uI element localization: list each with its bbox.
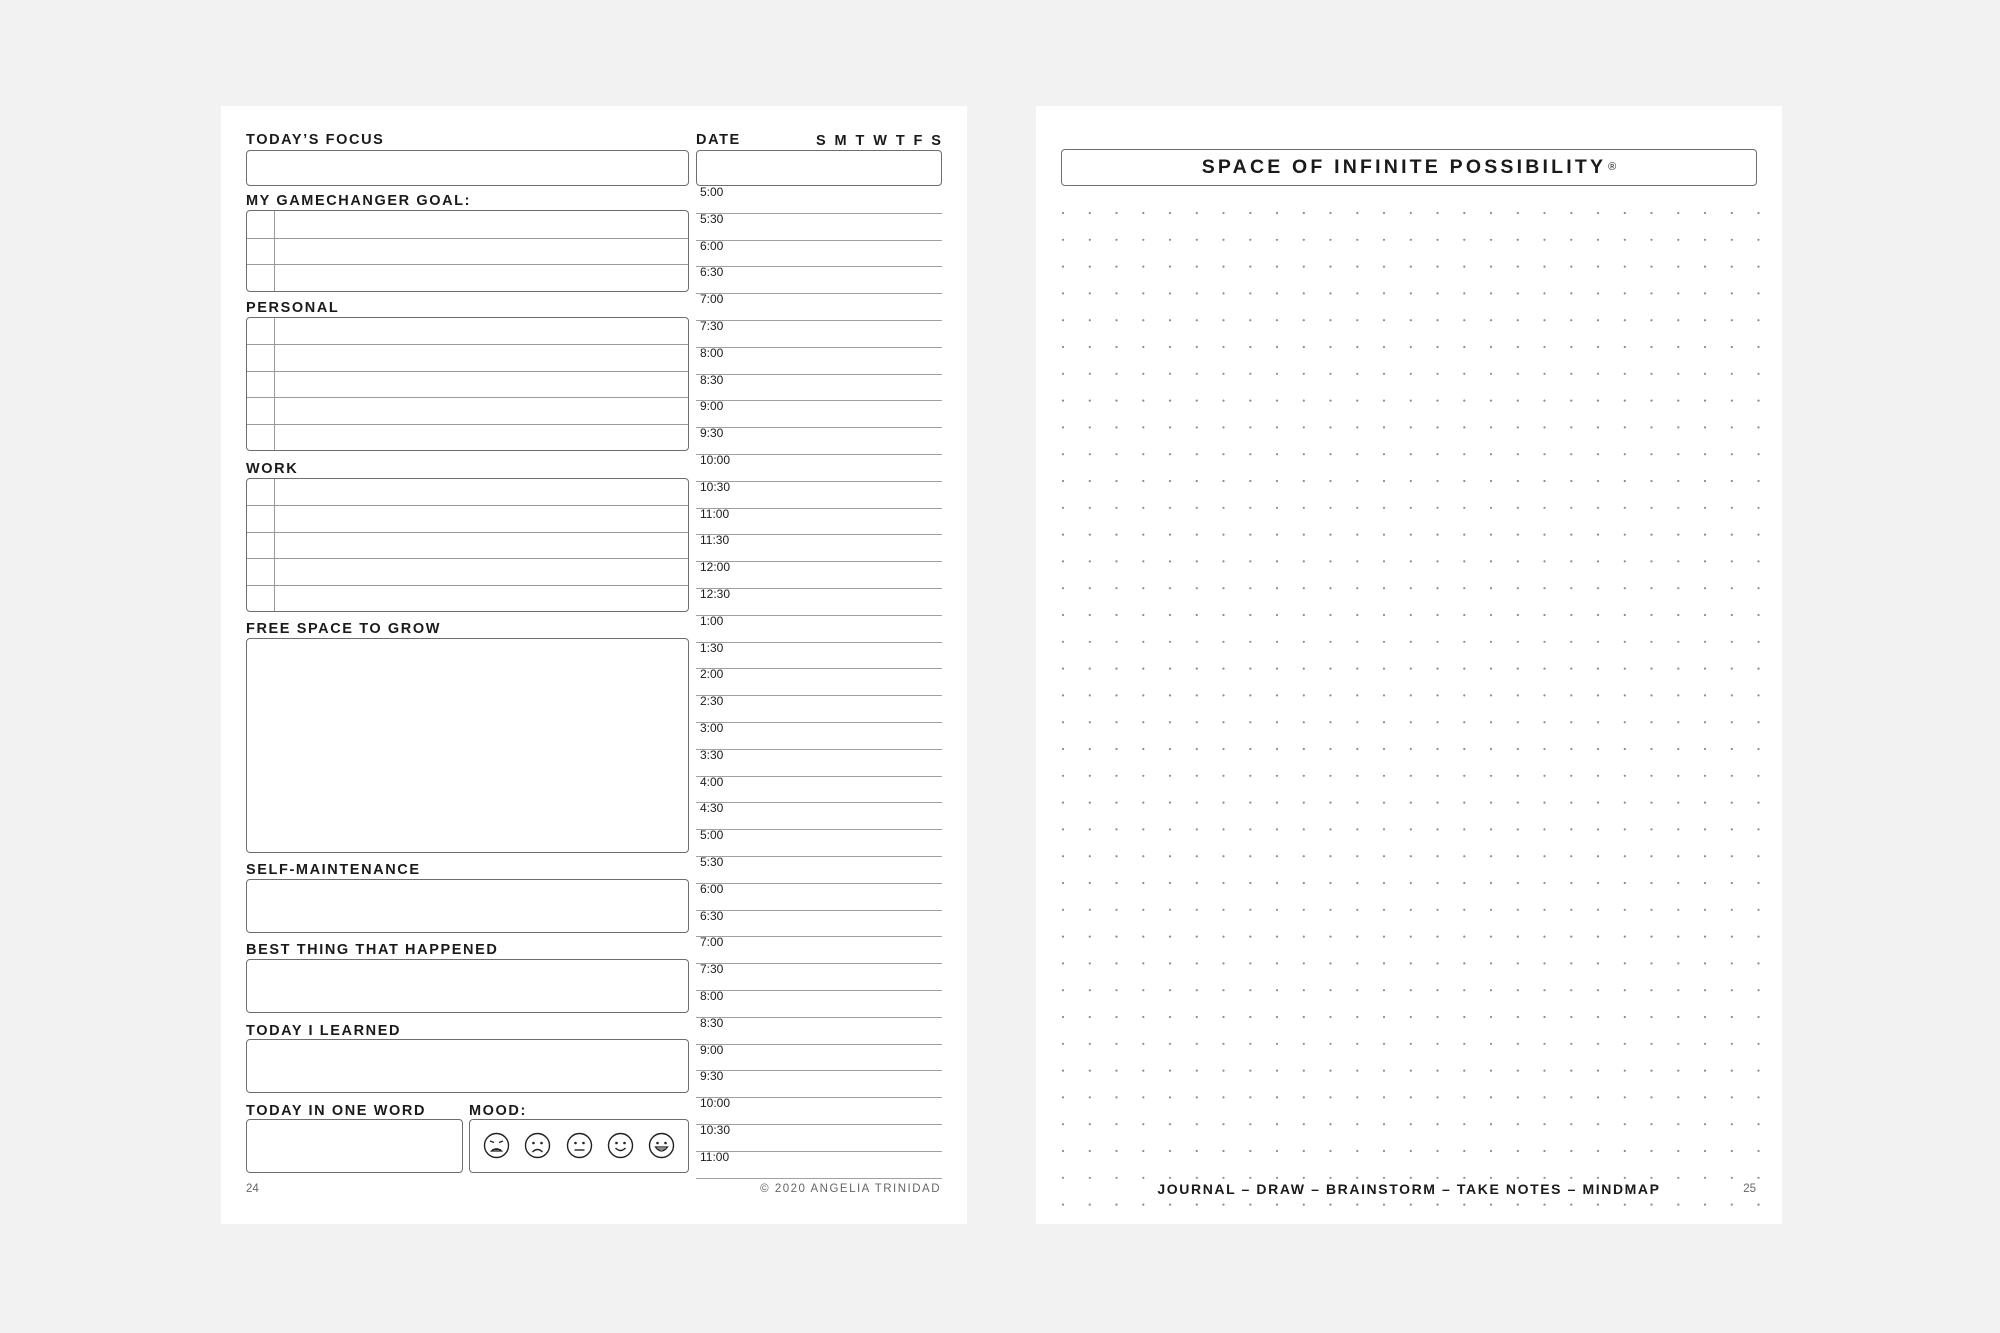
time-label: 1:30 bbox=[700, 640, 724, 655]
time-label: 11:00 bbox=[700, 506, 730, 521]
time-slot[interactable] bbox=[696, 347, 942, 375]
time-slot[interactable] bbox=[696, 642, 942, 670]
date-label: DATE bbox=[696, 132, 741, 148]
personal-label: PERSONAL bbox=[246, 300, 340, 316]
time-slot[interactable] bbox=[696, 186, 942, 214]
weekday-6[interactable]: S bbox=[931, 133, 941, 149]
page-title: SPACE OF INFINITE POSSIBILITY bbox=[1201, 156, 1607, 178]
planner-left-page bbox=[221, 106, 967, 1224]
time-label: 12:30 bbox=[700, 587, 731, 601]
work-label: WORK bbox=[246, 461, 299, 477]
time-label: 7:00 bbox=[700, 292, 724, 307]
ruled-line bbox=[247, 532, 688, 533]
ruled-line bbox=[247, 397, 688, 398]
time-label: 8:00 bbox=[700, 345, 724, 360]
time-label: 6:30 bbox=[700, 908, 724, 923]
checkbox-column-line bbox=[274, 211, 275, 291]
todays-focus-label: TODAY’S FOCUS bbox=[246, 132, 385, 148]
ruled-line bbox=[247, 424, 688, 425]
time-slot[interactable] bbox=[696, 454, 942, 482]
free-space-area[interactable] bbox=[246, 638, 689, 853]
ruled-line bbox=[247, 585, 688, 586]
one-word-label: TODAY IN ONE WORD bbox=[246, 1103, 427, 1119]
time-label: 6:30 bbox=[700, 265, 724, 280]
tired-face-icon[interactable] bbox=[483, 1132, 510, 1164]
time-slot[interactable] bbox=[696, 481, 942, 509]
time-slot[interactable] bbox=[696, 776, 942, 804]
time-slot[interactable] bbox=[696, 374, 942, 402]
time-slot[interactable] bbox=[696, 213, 942, 241]
time-label: 5:00 bbox=[700, 185, 724, 199]
self-maintenance-field[interactable] bbox=[246, 879, 689, 933]
smile-face-icon[interactable] bbox=[607, 1132, 634, 1164]
time-slot[interactable] bbox=[696, 240, 942, 268]
time-label: 5:30 bbox=[700, 211, 724, 226]
one-word-field[interactable] bbox=[246, 1119, 463, 1173]
time-label: 9:00 bbox=[700, 399, 724, 414]
ruled-line bbox=[247, 558, 688, 559]
page-number: 25 bbox=[1743, 1183, 1756, 1195]
checkbox-column-line bbox=[274, 318, 275, 450]
gamechanger-goal-label: MY GAMECHANGER GOAL: bbox=[246, 193, 472, 209]
time-label: 2:30 bbox=[700, 694, 724, 709]
time-slot[interactable] bbox=[696, 668, 942, 696]
time-label: 12:00 bbox=[700, 560, 731, 575]
registered-mark: ® bbox=[1608, 160, 1617, 173]
time-label: 7:30 bbox=[700, 962, 724, 977]
time-slot[interactable] bbox=[696, 320, 942, 348]
weekday-2[interactable]: T bbox=[855, 133, 865, 149]
time-label: 11:00 bbox=[700, 1149, 730, 1164]
time-slot[interactable] bbox=[696, 293, 942, 321]
time-label: 3:30 bbox=[700, 747, 724, 762]
time-label: 8:30 bbox=[700, 1015, 724, 1030]
time-slot[interactable] bbox=[696, 534, 942, 562]
time-slot[interactable] bbox=[696, 1044, 942, 1072]
tagline: JOURNAL – DRAW – BRAINSTORM – TAKE NOTES – MINDMAP bbox=[1157, 1181, 1661, 1197]
time-slot[interactable] bbox=[696, 963, 942, 991]
self-maintenance-label: SELF-MAINTENANCE bbox=[246, 862, 421, 878]
time-label: 5:30 bbox=[700, 855, 724, 869]
mood-options bbox=[483, 1132, 675, 1164]
weekday-4[interactable]: T bbox=[895, 133, 905, 149]
time-slot[interactable] bbox=[696, 615, 942, 643]
time-label: 10:00 bbox=[700, 1096, 731, 1111]
time-slot[interactable] bbox=[696, 802, 942, 830]
time-slot[interactable] bbox=[696, 695, 942, 723]
time-slot[interactable] bbox=[696, 749, 942, 777]
time-label: 3:00 bbox=[700, 721, 724, 735]
ruled-line bbox=[247, 238, 688, 239]
time-label: 9:30 bbox=[700, 426, 724, 441]
ruled-line bbox=[247, 344, 688, 345]
time-label: 6:00 bbox=[700, 238, 724, 253]
time-label: 9:00 bbox=[700, 1042, 724, 1057]
today-learned-field[interactable] bbox=[246, 1039, 689, 1093]
time-label: 6:00 bbox=[700, 881, 724, 896]
dot-grid-area[interactable] bbox=[1061, 209, 1761, 1209]
today-learned-label: TODAY I LEARNED bbox=[246, 1023, 402, 1039]
page-number: 24 bbox=[246, 1183, 259, 1195]
weekday-1[interactable]: M bbox=[834, 133, 847, 149]
time-slot[interactable] bbox=[696, 400, 942, 428]
page-title-box bbox=[1061, 149, 1757, 186]
ruled-line bbox=[247, 505, 688, 506]
time-slot[interactable] bbox=[696, 1017, 942, 1045]
time-slot[interactable] bbox=[696, 1097, 942, 1125]
weekday-selector bbox=[816, 133, 941, 149]
time-slot[interactable] bbox=[696, 910, 942, 938]
time-label: 1:00 bbox=[700, 613, 724, 628]
time-slot[interactable] bbox=[696, 722, 942, 750]
time-label: 7:00 bbox=[700, 935, 724, 950]
free-space-label: FREE SPACE TO GROW bbox=[246, 621, 442, 637]
weekday-0[interactable]: S bbox=[816, 133, 826, 149]
ruled-line bbox=[247, 264, 688, 265]
time-label: 10:30 bbox=[700, 1123, 731, 1137]
time-label: 9:30 bbox=[700, 1069, 724, 1084]
weekday-5[interactable]: F bbox=[913, 133, 923, 149]
copyright-text: © 2020 ANGELIA TRINIDAD bbox=[760, 1183, 941, 1195]
ruled-line bbox=[247, 371, 688, 372]
time-slot[interactable] bbox=[696, 266, 942, 294]
time-slot[interactable] bbox=[696, 936, 942, 964]
time-slot[interactable] bbox=[696, 561, 942, 589]
time-label: 10:00 bbox=[700, 453, 731, 467]
best-thing-label: BEST THING THAT HAPPENED bbox=[246, 942, 499, 958]
time-slot[interactable] bbox=[696, 1070, 942, 1098]
planner-right-page bbox=[1036, 106, 1782, 1224]
checkbox-column-line bbox=[274, 479, 275, 611]
time-slot[interactable] bbox=[696, 883, 942, 911]
time-label: 5:00 bbox=[700, 828, 724, 843]
time-label: 2:00 bbox=[700, 667, 724, 682]
work-list[interactable] bbox=[246, 478, 689, 612]
weekday-3[interactable]: W bbox=[873, 133, 887, 149]
time-slot[interactable] bbox=[696, 427, 942, 455]
time-label: 7:30 bbox=[700, 319, 724, 333]
date-field[interactable] bbox=[696, 150, 942, 186]
neutral-face-icon[interactable] bbox=[566, 1132, 593, 1164]
time-slot[interactable] bbox=[696, 990, 942, 1018]
time-slot[interactable] bbox=[696, 1151, 942, 1179]
time-label: 10:30 bbox=[700, 479, 731, 494]
gamechanger-goal-list[interactable] bbox=[246, 210, 689, 292]
grin-face-icon[interactable] bbox=[648, 1132, 675, 1164]
sad-face-icon[interactable] bbox=[524, 1132, 551, 1164]
time-slot[interactable] bbox=[696, 1124, 942, 1152]
time-label: 11:30 bbox=[700, 533, 730, 548]
time-label: 4:30 bbox=[700, 801, 724, 816]
personal-list[interactable] bbox=[246, 317, 689, 451]
time-slot[interactable] bbox=[696, 508, 942, 536]
time-slot[interactable] bbox=[696, 856, 942, 884]
time-label: 8:00 bbox=[700, 989, 724, 1003]
time-label: 4:00 bbox=[700, 774, 724, 789]
time-slot[interactable] bbox=[696, 829, 942, 857]
todays-focus-field[interactable] bbox=[246, 150, 689, 186]
mood-label: MOOD: bbox=[469, 1103, 527, 1119]
time-slot[interactable] bbox=[696, 588, 942, 616]
best-thing-field[interactable] bbox=[246, 959, 689, 1013]
time-label: 8:30 bbox=[700, 372, 724, 387]
